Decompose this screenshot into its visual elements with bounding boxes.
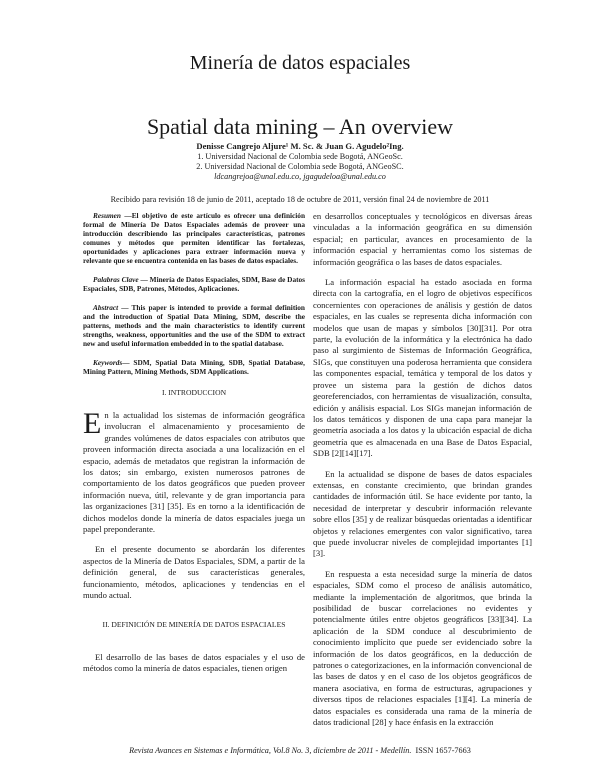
resumen bbox=[83, 211, 305, 265]
page-footer bbox=[0, 746, 600, 755]
right-paragraph-4: En respuesta a esta necesidad surge la minería de datos espaciales, SDM como el proceso de análisis automático, mediante la implementación de algoritmos, que brinda la posibilidad de buscar correlaciones no evidentes y potencialmente útiles entre objetos geográficos [33][34]. La aplicación de la SDM conduce al descubrimiento de conocimiento implícito que puede ser evidenciado sobre la información de los datos geográficos, en la deducción de patrones o categorizaciones, en la información convencional de las bases de datos y en el caso de los objetos geográficos de manera asociativa, en forma de estructuras, agrupaciones y diversos tipos de relaciones espaciales [1][4]. La minería de datos espaciales es considerada una rama de la minería de datos tradicional [28] y hace énfasis en la extracción bbox=[313, 568, 532, 728]
footer-journal: Revista Avances en Sistemas e Informática, Vol.8 No. 3, diciembre de 2011 - Medellín. bbox=[129, 746, 412, 755]
title-english: Spatial data mining – An overview bbox=[146, 114, 454, 139]
drop-cap: E bbox=[83, 407, 102, 440]
resumen-label: Resumen bbox=[93, 211, 121, 220]
intro-paragraph-1-text: n la actualidad los sistemas de información geográfica involucran el almacenamiento y procesamiento de grandes volúmenes de datos espaciales con atributos que proveen información directa asociada a una localización en el espacio, además de metadatos que registran la información de los datos; sin embargo, existen numerosos patrones de comportamiento de los datos geográficos que pueden proveer información nueva, útil, relevante y de gran importancia para las organizaciones [31] [35]. Es en torno a la identificación de dichos modelos donde la minería de datos espaciales juega un papel preponderante. bbox=[83, 410, 305, 535]
affiliation-2: 2. Universidad Nacional de Colombia sede Bogotá, ANGeoSC. bbox=[196, 162, 404, 171]
title-spanish: Minería de datos espaciales bbox=[189, 52, 411, 74]
received-dates: Recibido para revisión 18 de junio de 2011, aceptado 18 de octubre de 2011, versión final 24 de noviembre de 2011 bbox=[110, 195, 490, 204]
abstract-label: Abstract bbox=[93, 303, 119, 312]
left-column bbox=[83, 211, 305, 683]
intro-paragraph-1 bbox=[83, 407, 305, 535]
right-paragraph-3: En la actualidad se dispone de bases de datos espaciales extensas, en constante crecimiento, que brindan grandes cantidades de información útil. Se hace evidente por tanto, la necesidad de interpretar y descubrir información relevante sobre ellos [35] y de realizar búsquedas orientadas a identificar objetos y relaciones emergentes con valor significativo, tarea que puede involucrar niveles de complejidad importantes [1][3]. bbox=[313, 468, 532, 559]
keywords-label: Keywords bbox=[93, 358, 123, 367]
resumen-text: —El objetivo de este artículo es ofrecer una definición formal de Minería De Datos Espaciales además de proveer una introducción describiendo las principales características, patrones comunes y métodos que permiten identificar las fortalezas, oportunidades y aplicaciones para extraer información nueva y relevante que se encuentra contenida en las bases de datos espaciales. bbox=[83, 211, 305, 265]
abstract bbox=[83, 303, 305, 348]
definition-paragraph-1: El desarrollo de las bases de datos espaciales y el uso de métodos como la minería de datos espaciales, tienen origen bbox=[83, 651, 305, 673]
section-heading-definicion: II. DEFINICIÓN DE MINERÍA DE DATOS ESPACIALES bbox=[102, 619, 286, 629]
author-emails: ldcangrejoa@unal.edu.co, jgagudeloa@unal.edu.co bbox=[214, 172, 386, 181]
keywords-text: — SDM, Spatial Data Mining, SDB, Spatial Database, Mining Pattern, Mining Methods, SDM Applications. bbox=[83, 358, 305, 376]
palabras-label: Palabras Clave bbox=[93, 275, 139, 284]
affiliation-1: 1. Universidad Nacional de Colombia sede Bogotá, ANGeoSc. bbox=[197, 152, 403, 161]
right-paragraph-1: en desarrollos conceptuales y tecnológicos en diversas áreas vinculadas a la información geográfica en su dimensión espacial; en particular, avances en procesamiento de la información espacial y herramientas como los sistemas de información geográfica o las bases de datos espaciales. bbox=[313, 211, 532, 267]
intro-paragraph-2: En el presente documento se abordarán los diferentes aspectos de la Minería de Datos Espaciales, SDM, a partir de la definición general, de sus características generales, funcionamiento, métodos, aplicaciones y tendencias en el mundo actual. bbox=[83, 544, 305, 601]
authors: Denisse Cangrejo Aljure¹ M. Sc. & Juan G. Agudelo²Ing. bbox=[196, 141, 404, 151]
section-heading-introduccion: I. INTRODUCCION bbox=[161, 388, 227, 397]
footer-issn: ISSN 1657-7663 bbox=[415, 746, 471, 755]
keywords bbox=[83, 358, 305, 376]
right-column bbox=[313, 211, 532, 737]
right-paragraph-2: La información espacial ha estado asociada en forma directa con la cartografía, en el logro de objetivos específicos concernientes con operaciones de análisis y gestión de datos espaciales, en las cuales se representa dicha información con modelos que usan de mapas y símbolos [30][31]. Por otra parte, la evolución de la informática y la electrónica ha dado paso al surgimiento de Sistemas de Información Geográfica, SIGs, que constituyen una poderosa herramienta que considera las componentes espacial, temática y temporal de los datos y provee un sistema para la gestión de dichos datos georeferenciados, con herramientas de visualización, consulta, edición y análisis espacial. Los SIGs manejan información de los datos temáticos y disponen de una capa para manejar la geometría asociada a los datos y la ubicación espacial de dicha geometría que es almacenada en una Base de Datos Espacial, SDB [2][14][17]. bbox=[313, 277, 532, 459]
palabras-clave bbox=[83, 275, 305, 293]
palabras-text: — Minería de Datos Espaciales, SDM, Base de Datos Espaciales, SDB, Patrones, Métodos, Aplicaciones. bbox=[83, 275, 306, 293]
abstract-text: — This paper is intended to provide a formal definition and the introduction of Spatial Data Mining, SDM, describe the patterns, methods and the main characteristics to identify current strengths, weakness, opportunities and the use of the SDM to extract new and useful information embedded in to the spatial database. bbox=[83, 303, 305, 348]
